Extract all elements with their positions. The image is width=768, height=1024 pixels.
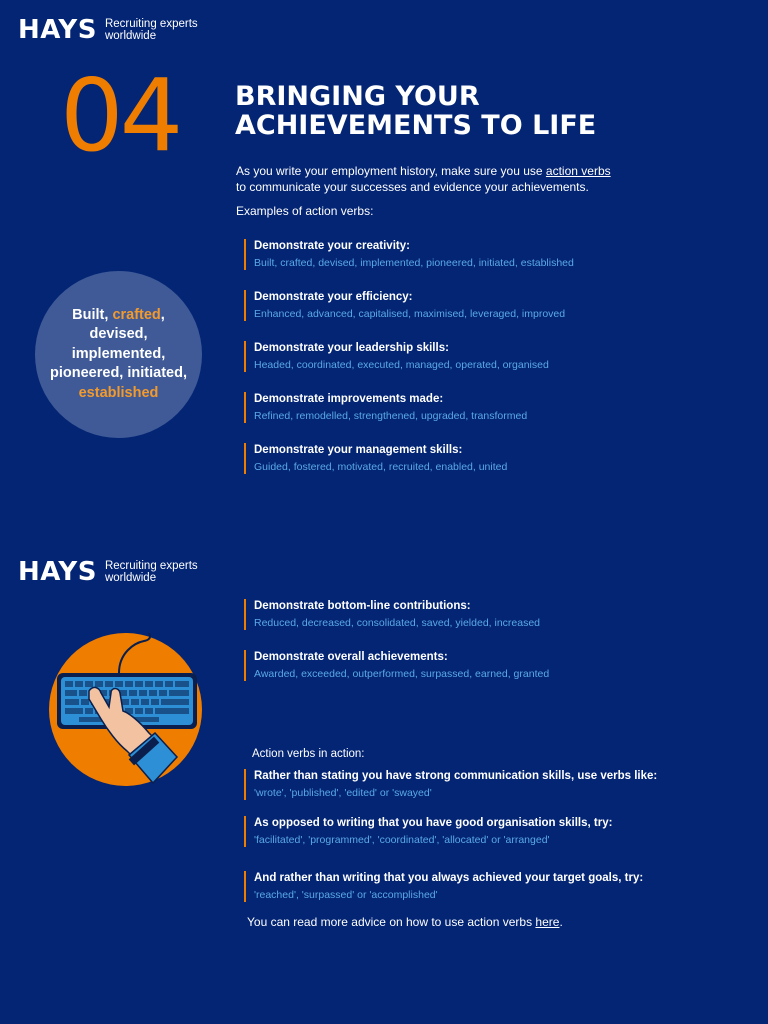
category-heading: Demonstrate your management skills: xyxy=(254,444,463,456)
category-heading: Demonstrate overall achievements: xyxy=(254,651,448,663)
circle-line-2: devised, xyxy=(89,326,148,343)
category-verbs: Built, crafted, devised, implemented, pioneered, initiated, established xyxy=(254,257,574,269)
category-creativity xyxy=(244,239,574,270)
circle-line-3: implemented, xyxy=(71,345,166,362)
logo-wordmark: HAYS xyxy=(18,557,97,587)
category-efficiency xyxy=(244,290,565,321)
footer-period: . xyxy=(559,915,563,929)
logo-wordmark: HAYS xyxy=(18,15,97,45)
in-action-communication xyxy=(244,769,657,800)
footer-text: You can read more advice on how to use action verbs xyxy=(247,915,536,929)
category-verbs: Headed, coordinated, executed, managed, operated, organised xyxy=(254,359,549,371)
section-title-line1: BRINGING YOUR xyxy=(235,81,480,112)
logo-tagline-line2: worldwide xyxy=(104,30,157,42)
hays-logo xyxy=(18,17,198,43)
in-action-verbs: 'wrote', 'published', 'edited' or 'swayed' xyxy=(254,787,432,799)
category-heading: Demonstrate your leadership skills: xyxy=(254,342,449,354)
in-action-heading: And rather than writing that you always achieved your target goals, try: xyxy=(254,872,644,884)
category-improvements xyxy=(244,392,527,423)
in-action-verbs: 'facilitated', 'programmed', 'coordinated', 'allocated' or 'arranged' xyxy=(254,834,550,846)
in-action-goals xyxy=(244,871,643,902)
intro-text-2: to communicate your successes and evidence your achievements. xyxy=(236,180,589,194)
category-heading: Demonstrate your efficiency: xyxy=(254,291,413,303)
footer-advice xyxy=(247,915,563,929)
logo-tagline xyxy=(105,560,198,584)
category-heading: Demonstrate bottom-line contributions: xyxy=(254,600,471,612)
logo-tagline xyxy=(105,18,198,42)
section-title xyxy=(235,82,596,140)
circle-word-built: Built, xyxy=(72,306,113,323)
hays-logo-2 xyxy=(18,559,198,585)
in-action-heading: Rather than stating you have strong communication skills, use verbs like: xyxy=(254,770,658,782)
in-action-heading: As opposed to writing that you have good organisation skills, try: xyxy=(254,817,613,829)
category-leadership xyxy=(244,341,549,372)
logo-tagline-line1: Recruiting experts xyxy=(104,18,198,30)
section-number: 04 xyxy=(60,57,180,174)
category-bottom-line xyxy=(244,599,540,630)
examples-label: Examples of action verbs: xyxy=(236,204,374,218)
circle-line-4: pioneered, initiated, xyxy=(50,365,187,382)
category-verbs: Guided, fostered, motivated, recruited, enabled, united xyxy=(254,461,508,473)
in-action-organisation xyxy=(244,816,612,847)
category-verbs: Enhanced, advanced, capitalised, maximised, leveraged, improved xyxy=(254,308,566,320)
circle-line-5: established xyxy=(78,384,159,401)
action-verbs-link[interactable]: action verbs xyxy=(545,164,611,178)
category-verbs: Refined, remodelled, strengthened, upgraded, transformed xyxy=(254,410,528,422)
category-overall xyxy=(244,650,549,681)
category-heading: Demonstrate your creativity: xyxy=(254,240,410,252)
logo-tagline-line2: worldwide xyxy=(104,572,157,584)
keyboard-hand-icon xyxy=(49,633,202,786)
intro-text-1: As you write your employment history, make sure you use xyxy=(236,164,543,178)
action-verbs-in-action-label: Action verbs in action: xyxy=(252,748,365,760)
category-management xyxy=(244,443,507,474)
in-action-verbs: 'reached', 'surpassed' or 'accomplished' xyxy=(254,889,438,901)
intro-paragraph xyxy=(236,163,616,195)
category-verbs: Awarded, exceeded, outperformed, surpassed, earned, granted xyxy=(254,668,550,680)
circle-comma: , xyxy=(160,306,165,323)
category-heading: Demonstrate improvements made: xyxy=(254,393,444,405)
here-link[interactable]: here xyxy=(535,915,560,929)
highlight-circle xyxy=(35,271,202,438)
category-verbs: Reduced, decreased, consolidated, saved, yielded, increased xyxy=(254,617,541,629)
section-title-line2: ACHIEVEMENTS TO LIFE xyxy=(235,110,597,141)
logo-tagline-line1: Recruiting experts xyxy=(104,560,198,572)
circle-word-crafted: crafted xyxy=(112,306,161,323)
